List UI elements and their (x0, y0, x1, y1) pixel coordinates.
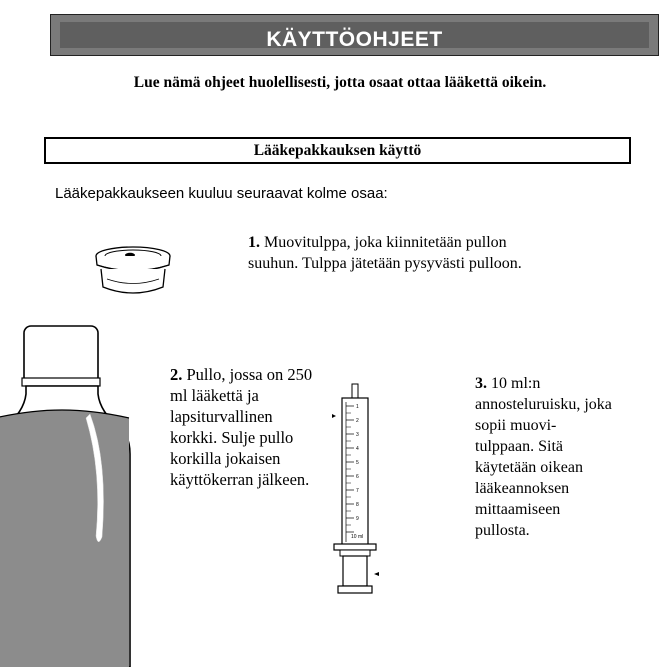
section-heading-box (44, 137, 631, 164)
item-bottle-number: 2. (170, 365, 183, 384)
section-title: Lääkepakkauksen käyttö (253, 142, 422, 159)
syringe-tick-label: 1 (356, 404, 359, 410)
item-plug-number: 1. (248, 234, 260, 251)
syringe-tick-label: 4 (356, 446, 359, 452)
syringe-tick-label: 5 (356, 460, 359, 466)
medicine-bottle-icon (0, 322, 140, 667)
intro-text: Lue nämä ohjeet huolellisesti, jotta osaat ottaa lääkettä oikein. (133, 74, 547, 91)
header-banner-inner (60, 22, 649, 51)
item-syringe-text: 10 ml:n annosteluruisku, joka sopii muovi-tulppaan. Sitä käytetään oikean lääkeannoksen mittaamiseen pullosta. (475, 375, 612, 539)
oral-syringe-icon (330, 384, 390, 596)
lead-text: Lääkepakkaukseen kuuluu seuraavat kolme osaa: (55, 185, 388, 202)
syringe-tick-label: 7 (356, 488, 359, 494)
page-title: KÄYTTÖOHJEET (266, 28, 443, 51)
syringe-tick-label: 10 ml (351, 534, 364, 540)
syringe-tick-label: 6 (356, 474, 359, 480)
item-bottle (170, 364, 320, 490)
syringe-tick-label: 3 (356, 432, 359, 438)
item-syringe (475, 373, 615, 541)
syringe-tick-label: 9 (356, 516, 359, 522)
item-plug (248, 232, 528, 274)
item-bottle-text: Pullo, jossa on 250 ml lääkettä ja lapsiturvallinen korkki. Sulje pullo korkilla jokaisen käyttökerran jälkeen. (170, 365, 313, 489)
syringe-tick-label: 8 (356, 502, 359, 508)
item-syringe-number: 3. (475, 375, 487, 392)
header-banner (50, 14, 659, 56)
plug-adapter-icon (85, 243, 185, 303)
item-plug-text: Muovitulppa, joka kiinnitetään pullon suuhun. Tulppa jätetään pysyvästi pulloon. (248, 234, 522, 272)
syringe-tick-label: 2 (356, 418, 359, 424)
